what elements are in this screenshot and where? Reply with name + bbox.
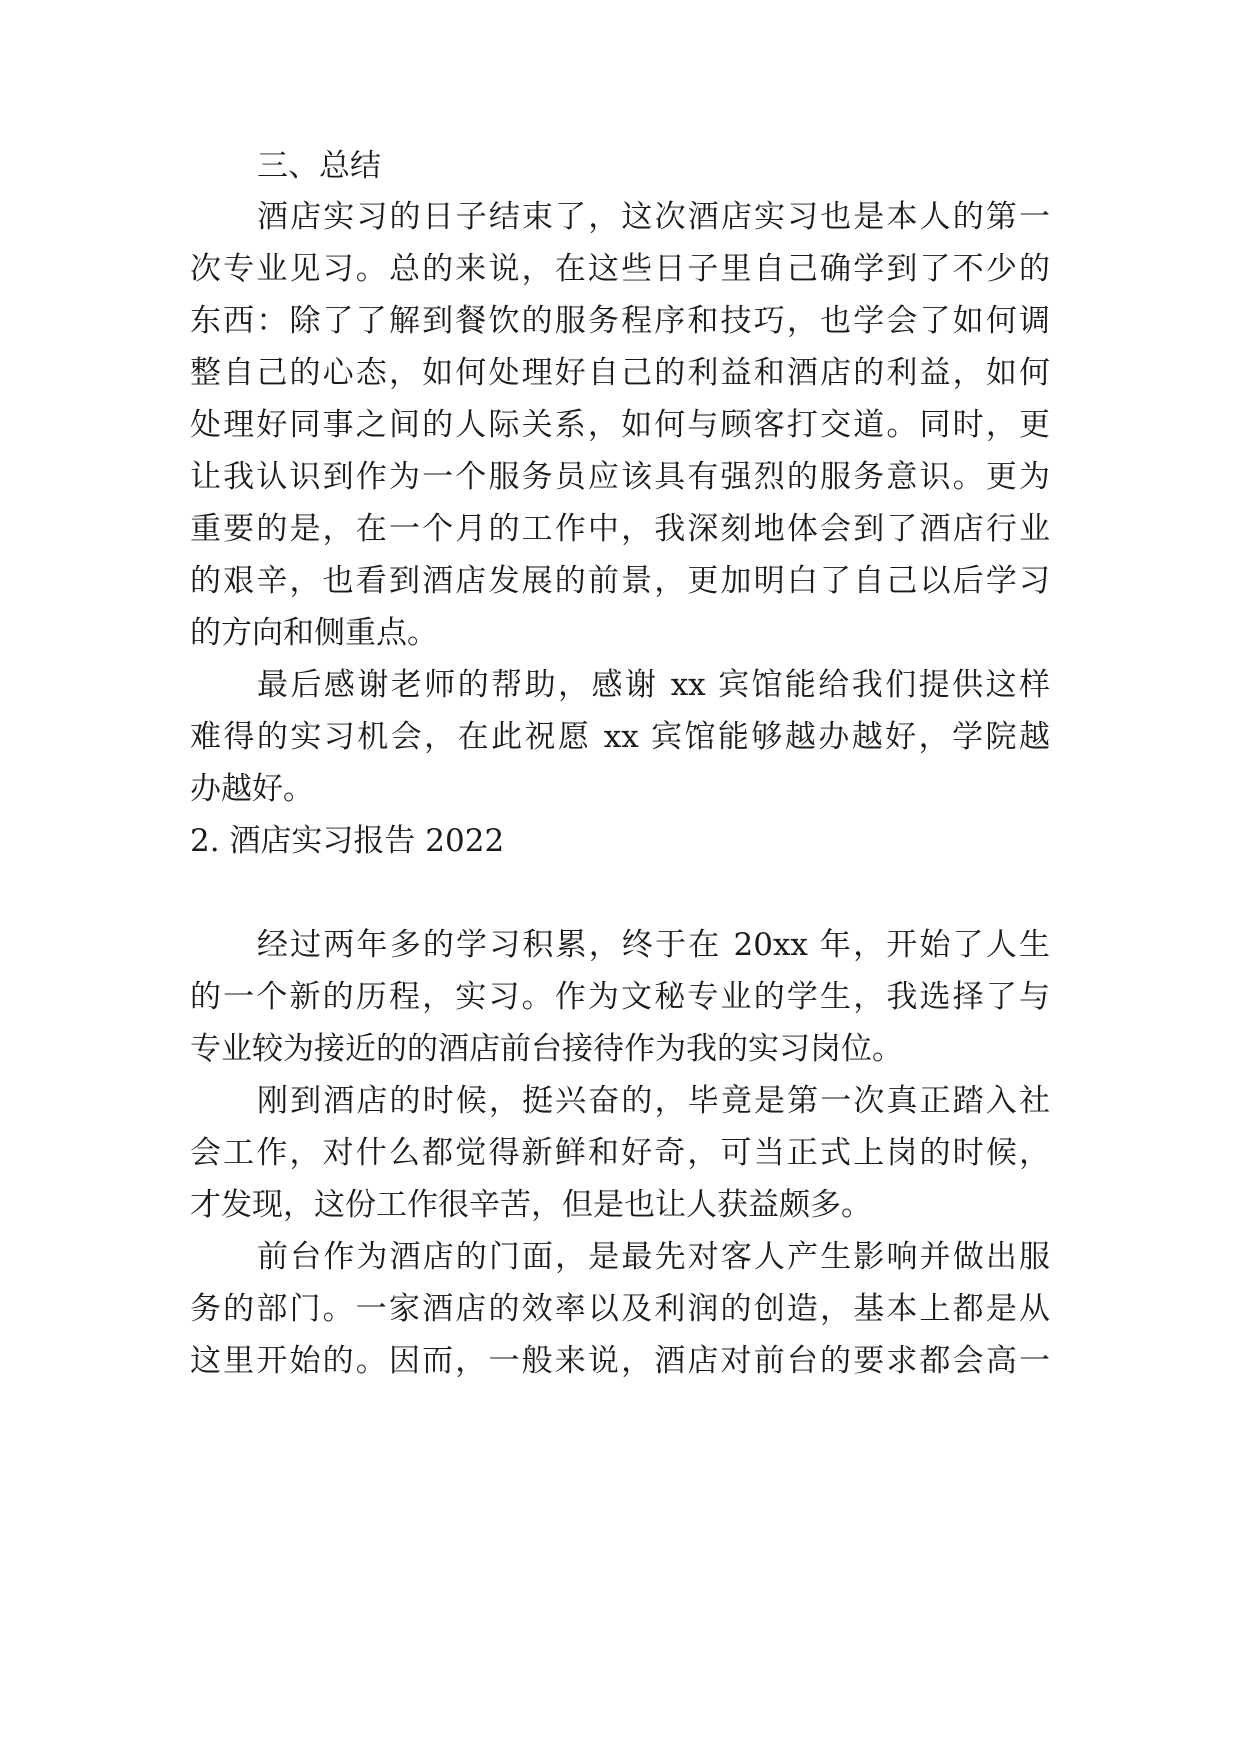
paragraph-line: 这里开始的。因而，一般来说，酒店对前台的要求都会高一 <box>190 1343 1050 1379</box>
paragraph-line: 前台作为酒店的门面，是最先对客人产生影响并做出服 <box>257 1239 1050 1275</box>
paragraph-line: 专业较为接近的的酒店前台接待作为我的实习岗位。 <box>190 1031 903 1067</box>
paragraph-line: 难得的实习机会，在此祝愿 xx 宾馆能够越办越好，学院越 <box>190 719 1050 755</box>
paragraph-line: 处理好同事之间的人际关系，如何与顾客打交道。同时，更 <box>190 407 1050 443</box>
paragraph-line: 整自己的心态，如何处理好自己的利益和酒店的利益，如何 <box>190 355 1050 391</box>
paragraph-line: 经过两年多的学习积累，终于在 20xx 年，开始了人生 <box>257 927 1050 963</box>
paragraph-line: 的方向和侧重点。 <box>190 615 438 651</box>
paragraph-line: 最后感谢老师的帮助，感谢 xx 宾馆能给我们提供这样 <box>257 667 1050 703</box>
paragraph-line: 刚到酒店的时候，挺兴奋的，毕竟是第一次真正踏入社 <box>257 1083 1050 1119</box>
paragraph-line: 才发现，这份工作很辛苦，但是也让人获益颇多。 <box>190 1187 872 1223</box>
paragraph-line: 东西：除了了解到餐饮的服务程序和技巧，也学会了如何调 <box>190 303 1050 339</box>
paragraph-line: 酒店实习的日子结束了，这次酒店实习也是本人的第一 <box>257 199 1050 235</box>
section-title: 2. 酒店实习报告 2022 <box>190 823 505 859</box>
paragraph-line: 办越好。 <box>190 771 314 807</box>
paragraph-line: 让我认识到作为一个服务员应该具有强烈的服务意识。更为 <box>190 459 1050 495</box>
paragraph-line: 会工作，对什么都觉得新鲜和好奇，可当正式上岗的时候， <box>190 1135 1050 1171</box>
paragraph-line: 重要的是，在一个月的工作中，我深刻地体会到了酒店行业 <box>190 511 1050 547</box>
section-heading: 三、总结 <box>257 148 381 184</box>
paragraph-line: 次专业见习。总的来说，在这些日子里自己确学到了不少的 <box>190 251 1050 287</box>
paragraph-line: 务的部门。一家酒店的效率以及利润的创造，基本上都是从 <box>190 1291 1050 1327</box>
paragraph-line: 的一个新的历程，实习。作为文秘专业的学生，我选择了与 <box>190 979 1050 1015</box>
paragraph-line: 的艰辛，也看到酒店发展的前景，更加明白了自己以后学习 <box>190 563 1050 599</box>
